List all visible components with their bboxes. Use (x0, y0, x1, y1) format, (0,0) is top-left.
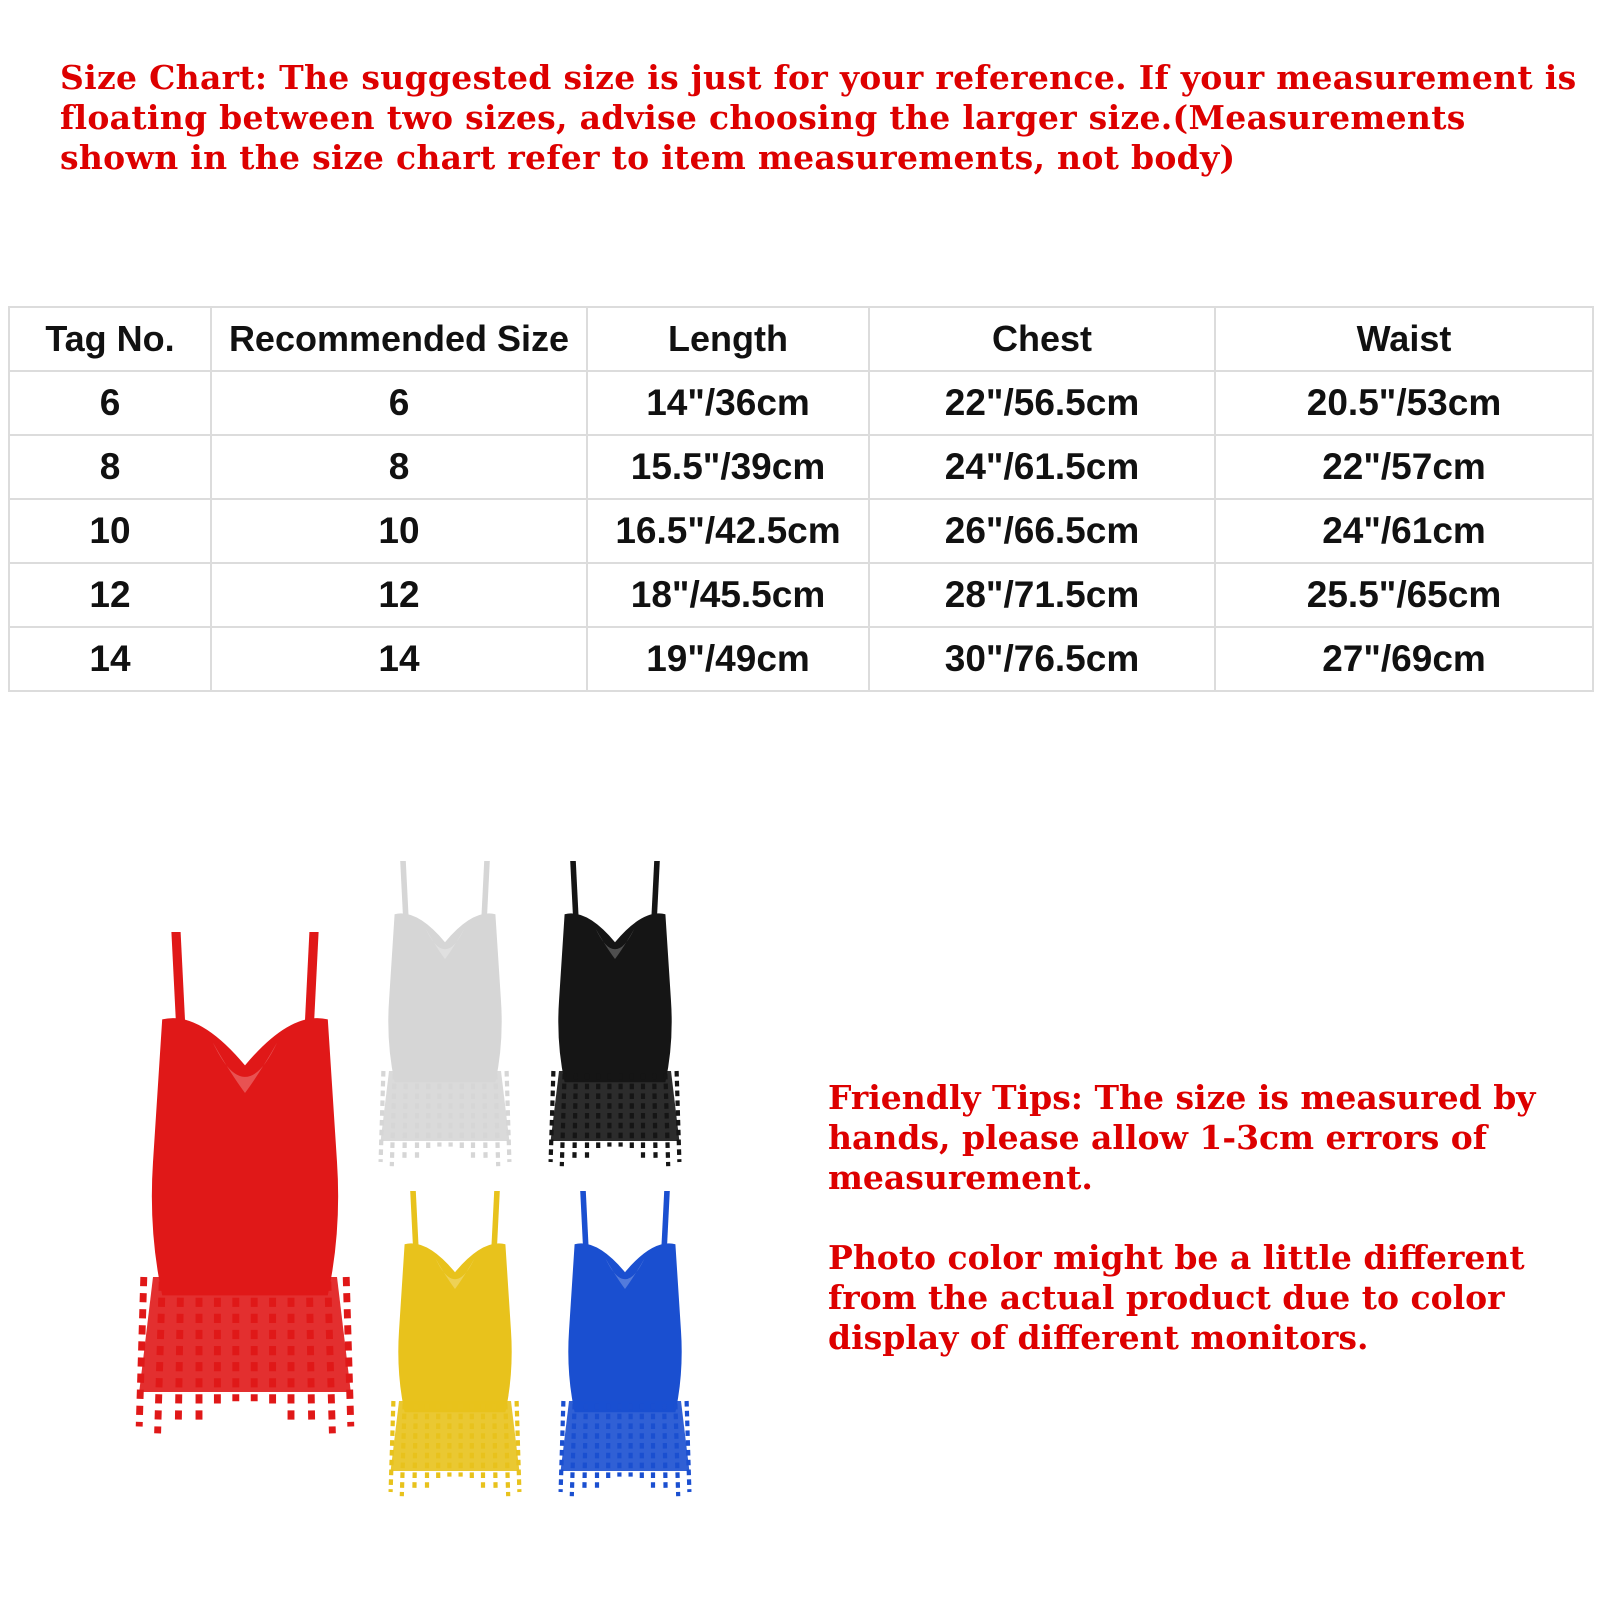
gold-leotard-image (391, 1191, 520, 1496)
friendly-tips-text: Friendly Tips: The size is measured by hands, please allow 1-3cm errors of measurement. (828, 1078, 1536, 1197)
table-row (9, 435, 1593, 499)
header-length: Length (587, 307, 869, 371)
tips-section (828, 1078, 1588, 1358)
cell-length: 15.5"/39cm (587, 435, 869, 499)
header-recommended-size: Recommended Size (211, 307, 587, 371)
cell-recommended-size: 12 (211, 563, 587, 627)
cell-chest: 22"/56.5cm (869, 371, 1215, 435)
table-row (9, 627, 1593, 691)
cell-chest: 28"/71.5cm (869, 563, 1215, 627)
cell-tag-no: 6 (9, 371, 211, 435)
cell-waist: 22"/57cm (1215, 435, 1593, 499)
cell-tag-no: 12 (9, 563, 211, 627)
cell-chest: 24"/61.5cm (869, 435, 1215, 499)
header-tag-no: Tag No. (9, 307, 211, 371)
cell-waist: 27"/69cm (1215, 627, 1593, 691)
cell-waist: 20.5"/53cm (1215, 371, 1593, 435)
header-waist: Waist (1215, 307, 1593, 371)
table-row (9, 563, 1593, 627)
product-photos-svg (100, 860, 740, 1520)
cell-length: 19"/49cm (587, 627, 869, 691)
cell-tag-no: 14 (9, 627, 211, 691)
size-chart-intro: Size Chart: The suggested size is just for your reference. If your measurement is floating between two sizes, advise choosing the larger size.(Measurements shown in the size chart refer to item measurements, not body) (60, 58, 1577, 177)
cell-chest: 30"/76.5cm (869, 627, 1215, 691)
cell-recommended-size: 14 (211, 627, 587, 691)
cell-length: 14"/36cm (587, 371, 869, 435)
table-row (9, 371, 1593, 435)
cell-length: 18"/45.5cm (587, 563, 869, 627)
cell-recommended-size: 6 (211, 371, 587, 435)
photo-color-note: Photo color might be a little different from the actual product due to color display of different monitors. (828, 1238, 1525, 1357)
cell-chest: 26"/66.5cm (869, 499, 1215, 563)
table-row (9, 499, 1593, 563)
product-photos (100, 860, 740, 1520)
cell-length: 16.5"/42.5cm (587, 499, 869, 563)
red-leotard-image (139, 932, 351, 1433)
cell-tag-no: 8 (9, 435, 211, 499)
cell-tag-no: 10 (9, 499, 211, 563)
blue-leotard-image (561, 1191, 690, 1496)
table-header-row (9, 307, 1593, 371)
size-table (8, 306, 1594, 692)
silver-leotard-image (381, 861, 510, 1166)
cell-recommended-size: 8 (211, 435, 587, 499)
black-leotard-image (551, 861, 680, 1166)
cell-recommended-size: 10 (211, 499, 587, 563)
header-chest: Chest (869, 307, 1215, 371)
cell-waist: 24"/61cm (1215, 499, 1593, 563)
cell-waist: 25.5"/65cm (1215, 563, 1593, 627)
